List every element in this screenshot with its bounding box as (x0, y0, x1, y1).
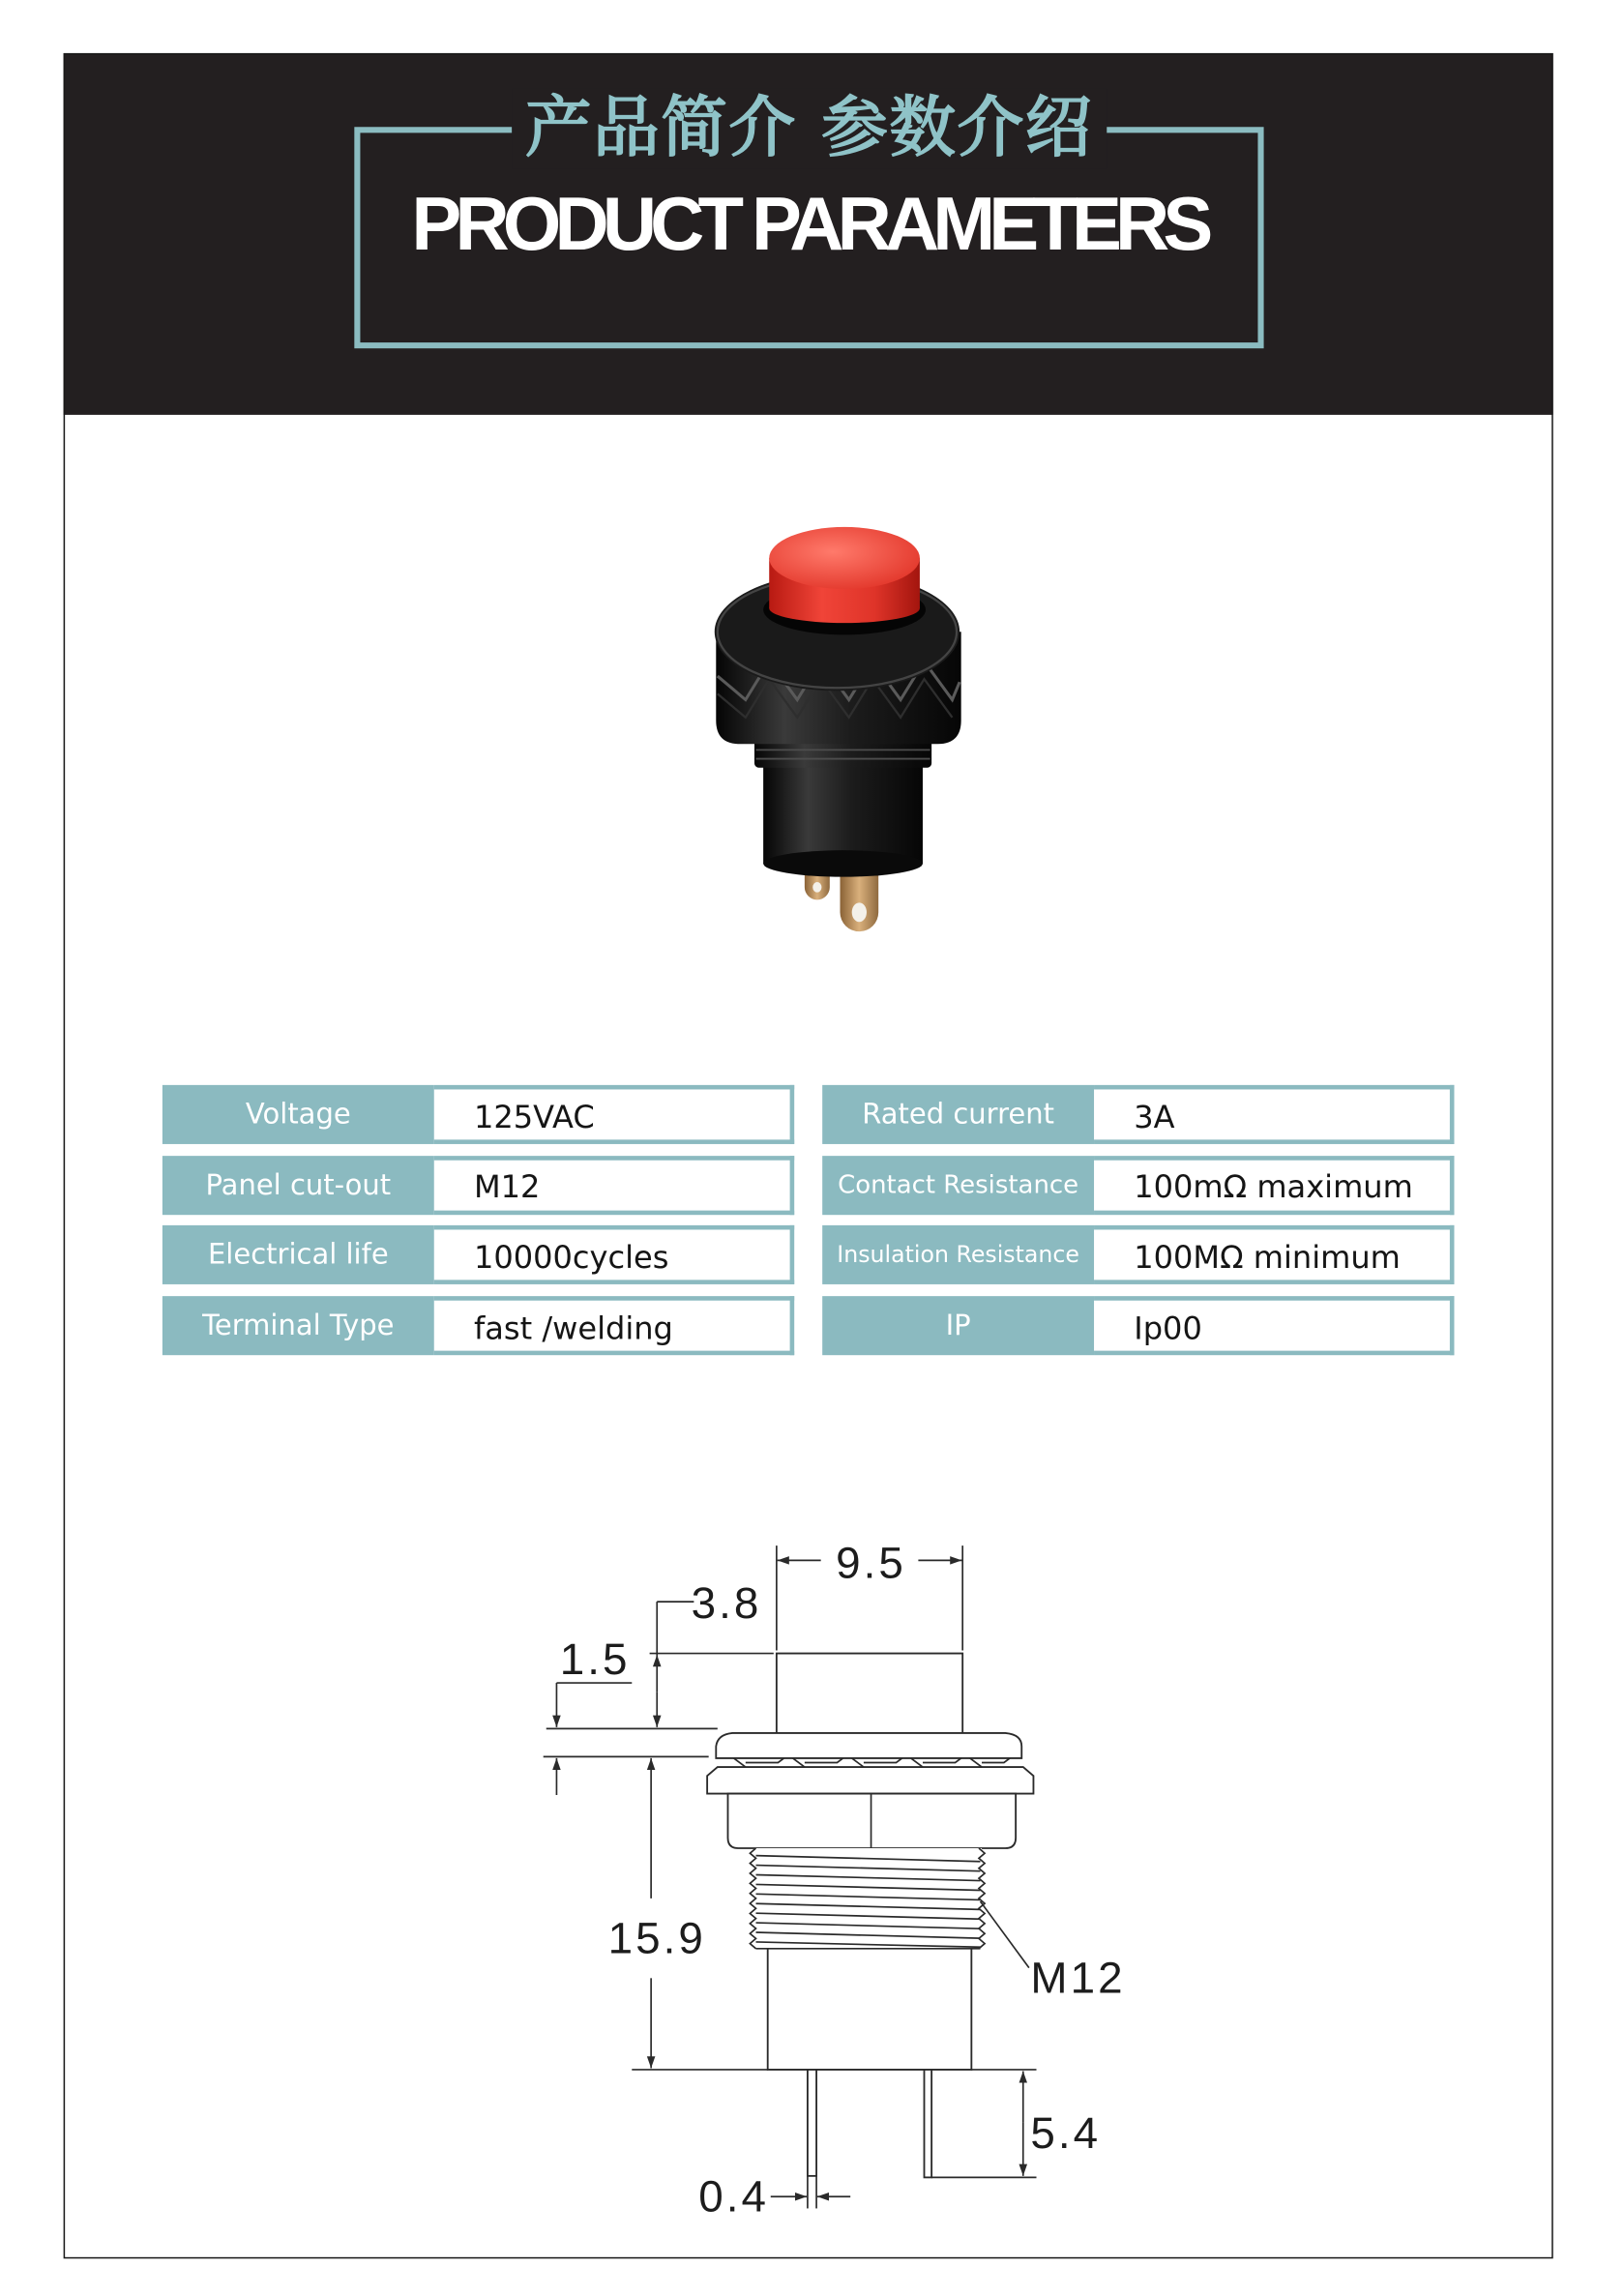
sheet-border (64, 53, 1553, 2258)
dimension-label-cap-height: 3.8 (691, 1577, 762, 1628)
parameter-value: 100mΩ maximum (1094, 1156, 1454, 1215)
parameter-value: 100MΩ minimum (1094, 1225, 1454, 1284)
parameter-value: M12 (434, 1156, 794, 1215)
dimension-label-body-length: 15.9 (607, 1913, 706, 1963)
parameter-value: 10000cycles (434, 1225, 794, 1284)
parameter-label: Electrical life (162, 1225, 434, 1284)
title-english: PRODUCT PARAMETERS (411, 181, 1207, 266)
parameter-label: Panel cut-out (162, 1156, 434, 1215)
dimension-label-terminal-thickness: 0.4 (698, 2171, 770, 2222)
parameter-label: Insulation Resistance (822, 1225, 1094, 1284)
parameter-value: Ip00 (1094, 1296, 1454, 1355)
parameter-label: IP (822, 1296, 1094, 1355)
dimension-label-thread: M12 (1030, 1953, 1126, 2003)
parameter-value: 3A (1094, 1085, 1454, 1144)
parameter-value: fast /welding (434, 1296, 794, 1355)
dimension-label-flange-thickness: 1.5 (559, 1634, 631, 1684)
parameter-label: Rated current (822, 1085, 1094, 1144)
parameter-label: Contact Resistance (822, 1156, 1094, 1215)
parameter-value: 125VAC (434, 1085, 794, 1144)
dimension-label-terminal-length: 5.4 (1030, 2107, 1102, 2158)
title-chinese: 产品简介 参数介绍 (512, 89, 1107, 168)
parameter-label: Terminal Type (162, 1296, 434, 1355)
parameter-label: Voltage (162, 1085, 434, 1144)
dimension-label-cap-width: 9.5 (836, 1538, 906, 1588)
